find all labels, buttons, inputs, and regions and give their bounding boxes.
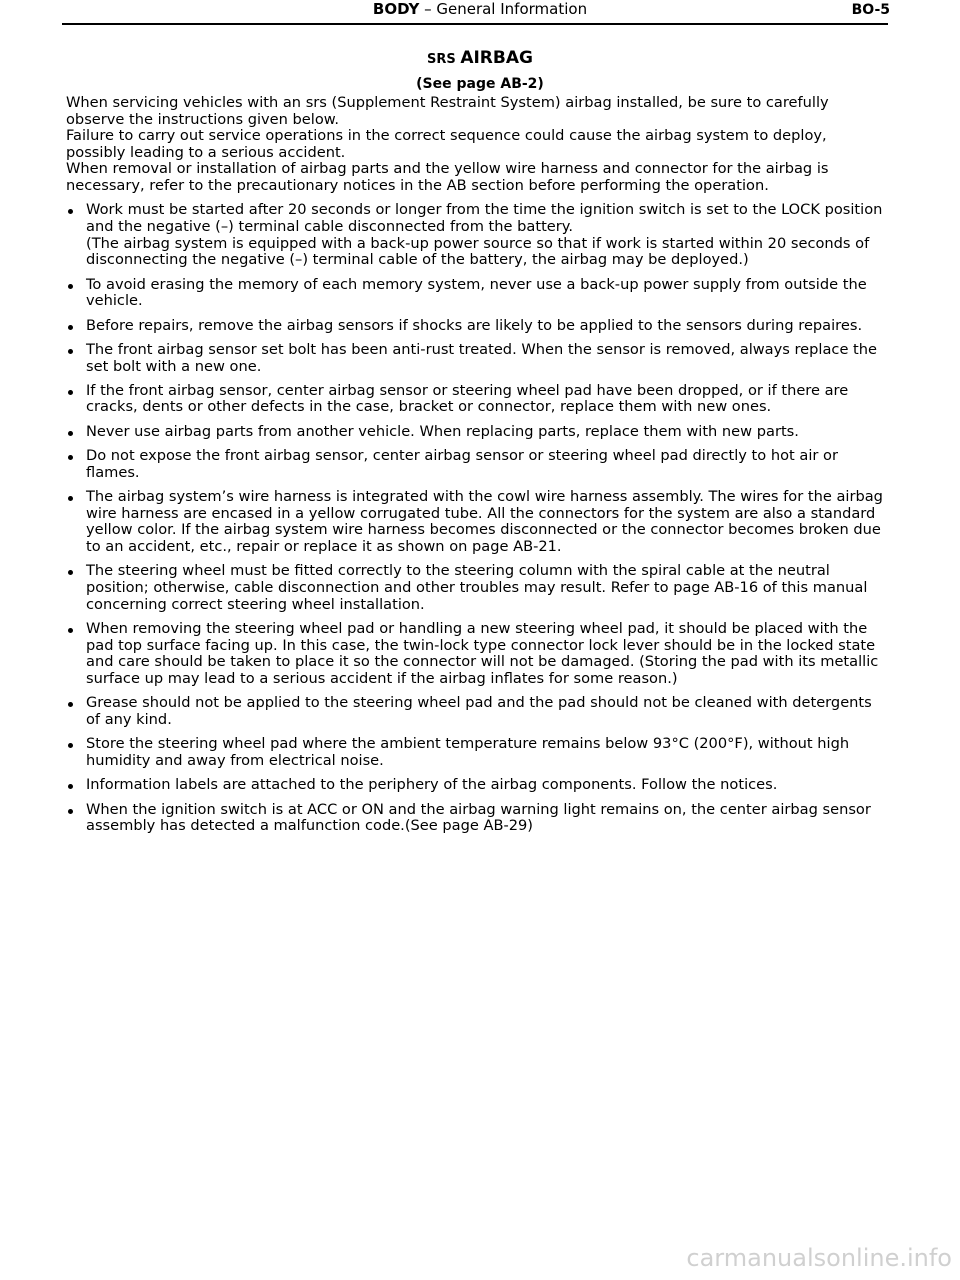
list-item [66,695,886,728]
list-item [66,777,886,794]
list-item [66,448,886,481]
list-item [66,202,886,268]
list-item-text: Never use airbag parts from another vehicle. When replacing parts, replace them with new parts. [86,422,799,440]
section-title-prefix: SRS [427,52,461,67]
page-number: BO-5 [851,2,890,18]
page-header [0,0,960,24]
list-item [66,318,886,335]
section-title [0,47,960,71]
list-item [66,563,886,613]
list-item-text: When removing the steering wheel pad or handling a new steering wheel pad, it should be placed with the pad top surface facing up. In this case, the twin-lock type connector lock lever should be in the locked state and care should be taken to place it so the connector will not be damaged. (Storing the pad with its metallic surface up may lead to a serious accident if the airbag inflates for some reason.) [86,620,879,687]
list-item [66,802,886,835]
list-item-text: Before repairs, remove the airbag sensors if shocks are likely to be applied to the sensors during repaires. [86,316,863,334]
list-item [66,424,886,441]
list-item-text: To avoid erasing the memory of each memory system, never use a back-up power supply from outside the vehicle. [86,275,867,310]
list-item [66,342,886,375]
list-item-text: Grease should not be applied to the steering wheel pad and the pad should not be cleaned with detergents of any kind. [86,694,872,728]
list-item-note: (The airbag system is equipped with a back-up power source so that if work is started within 20 seconds of disconnecting the negative (–) terminal cable of the battery, the airbag may be deployed.) [86,234,870,269]
list-item [66,383,886,416]
intro-paragraph: When removal or installation of airbag parts and the yellow wire harness and connector for the airbag is necessary, refer to the precautionary notices in the AB section before performing the operation. [66,160,829,194]
see-page-reference: (See page AB-2) [416,76,544,92]
list-item-text: Work must be started after 20 seconds or longer from the time the ignition switch is set to the LOCK position and the negative (–) terminal cable disconnected from the battery. [86,201,883,235]
header-title [0,0,960,18]
list-item [66,736,886,769]
intro-paragraph: Failure to carry out service operations in the correct sequence could cause the airbag system to deploy, possibly leading to a serious accident. [66,127,827,161]
header-section: BODY [372,0,420,18]
list-item-text: Store the steering wheel pad where the ambient temperature remains below 93°C (200°F), without high humidity and away from electrical noise. [86,735,850,769]
intro-paragraph: When servicing vehicles with an srs (Supplement Restraint System) airbag installed, be sure to carefully observe the instructions given below. [66,94,829,128]
list-item-text: The front airbag sensor set bolt has been anti-rust treated. When the sensor is removed, always replace the set bolt with a new one. [86,340,878,375]
list-item-text: If the front airbag sensor, center airbag sensor or steering wheel pad have been dropped, or if there are cracks, dents or other defects in the case, bracket or connector, replace them with new ones. [86,381,849,416]
list-item-text: The steering wheel must be fitted correctly to the steering column with the spiral cable at the neutral position; otherwise, cable disconnection and other troubles may result. Refer to page AB-16 of this manual concerning correct steering wheel installation. [86,562,868,613]
precautions-list [66,202,886,834]
header-separator: – [419,0,437,18]
section-title-main: AIRBAG [460,48,533,68]
list-item-text: Information labels are attached to the periphery of the airbag components. Follow the notices. [86,776,778,794]
list-item [66,277,886,310]
header-rule [62,23,888,25]
header-subtitle: General Information [436,0,588,18]
list-item-text: Do not expose the front airbag sensor, center airbag sensor or steering wheel pad directly to hot air or flames. [86,447,838,481]
list-item-text: When the ignition switch is at ACC or ON and the airbag warning light remains on, the center airbag sensor assembly has detected a malfunction code.(See page AB-29) [86,800,871,835]
list-item-text: The airbag system’s wire harness is integrated with the cowl wire harness assembly. The wires for the airbag wire harness are encased in a yellow corrugated tube. All the connectors for the system are also a standard yellow color. If the airbag system wire harness becomes disconnected or the connector becomes broken due to an accident, etc., repair or replace it as shown on page AB-21. [86,488,883,556]
watermark: carmanualsonline.info [686,1244,952,1272]
list-item [66,621,886,687]
list-item [66,489,886,555]
document-body [66,95,886,835]
